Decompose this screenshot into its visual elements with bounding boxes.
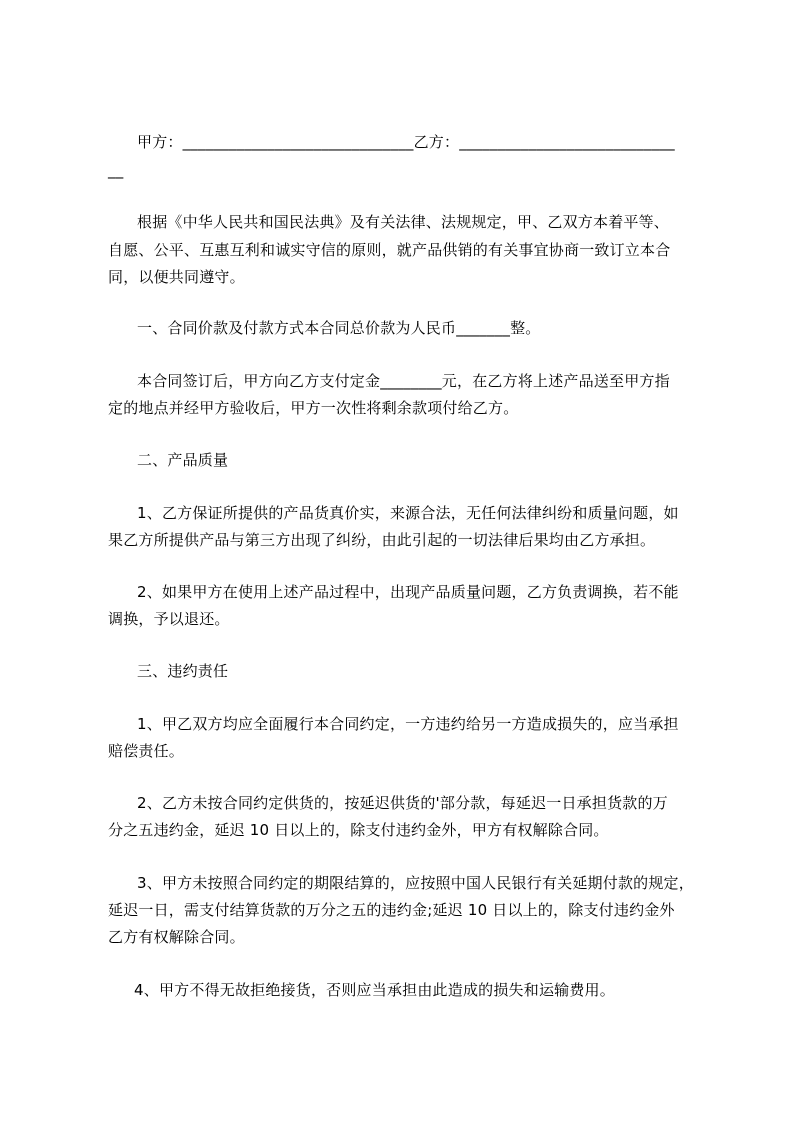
- section-1-para-line-1: 本合同签订后，甲方向乙方支付定金________元，在乙方将上述产品送至甲方指: [137, 372, 670, 390]
- section-1-title: 一、合同价款及付款方式本合同总价款为人民币_______整。: [137, 319, 541, 337]
- section-3-item-1-line-2: 赔偿责任。: [108, 742, 185, 760]
- section-3-item-2-line-2: 分之五违约金，延迟 10 日以上的，除支付违约金外，甲方有权解除合同。: [108, 821, 609, 839]
- section-2-item-2-line-2: 调换，予以退还。: [108, 610, 230, 628]
- section-2-item-2-line-1: 2、如果甲方在使用上述产品过程中，出现产品质量问题，乙方负责调换，若不能: [137, 583, 679, 601]
- parties-line-continued: __: [108, 161, 124, 179]
- preamble-line-3: 同，以便共同遵守。: [108, 268, 245, 286]
- section-3-item-3-line-1: 3、甲方未按照合同约定的期限结算的，应按照中国人民银行有关延期付款的规定，: [137, 874, 694, 892]
- preamble-line-1: 根据《中华人民共和国民法典》及有关法律、法规规定，甲、乙双方本着平等、: [137, 213, 670, 231]
- preamble-line-2: 自愿、公平、互惠互利和诚实守信的原则，就产品供销的有关事宜协商一致订立本合: [108, 241, 671, 259]
- section-2-title: 二、产品质量: [137, 451, 229, 469]
- section-3-item-2-line-1: 2、乙方未按合同约定供货的，按延迟供货的'部分款，每延迟一日承担货款的万: [137, 794, 668, 812]
- section-3-item-3-line-3: 乙方有权解除合同。: [108, 928, 245, 946]
- section-3-title: 三、违约责任: [137, 662, 229, 680]
- section-3-item-4: 4、甲方不得无故拒绝接货，否则应当承担由此造成的损失和运输费用。: [134, 981, 615, 999]
- section-3-item-3-line-2: 延迟一日，需支付结算货款的万分之五的违约金;延迟 10 日以上的，除支付违约金外: [108, 901, 675, 919]
- parties-line: 甲方：______________________________乙方：____________________________: [137, 133, 675, 151]
- section-1-para-line-2: 定的地点并经甲方验收后，甲方一次性将剩余款项付给乙方。: [108, 399, 519, 417]
- section-3-item-1-line-1: 1、甲乙双方均应全面履行本合同约定，一方违约给另一方造成损失的，应当承担: [137, 715, 679, 733]
- section-2-item-1-line-2: 果乙方所提供产品与第三方出现了纠纷，由此引起的一切法律后果均由乙方承担。: [108, 531, 656, 549]
- section-2-item-1-line-1: 1、乙方保证所提供的产品货真价实，来源合法，无任何法律纠纷和质量问题，如: [137, 504, 679, 522]
